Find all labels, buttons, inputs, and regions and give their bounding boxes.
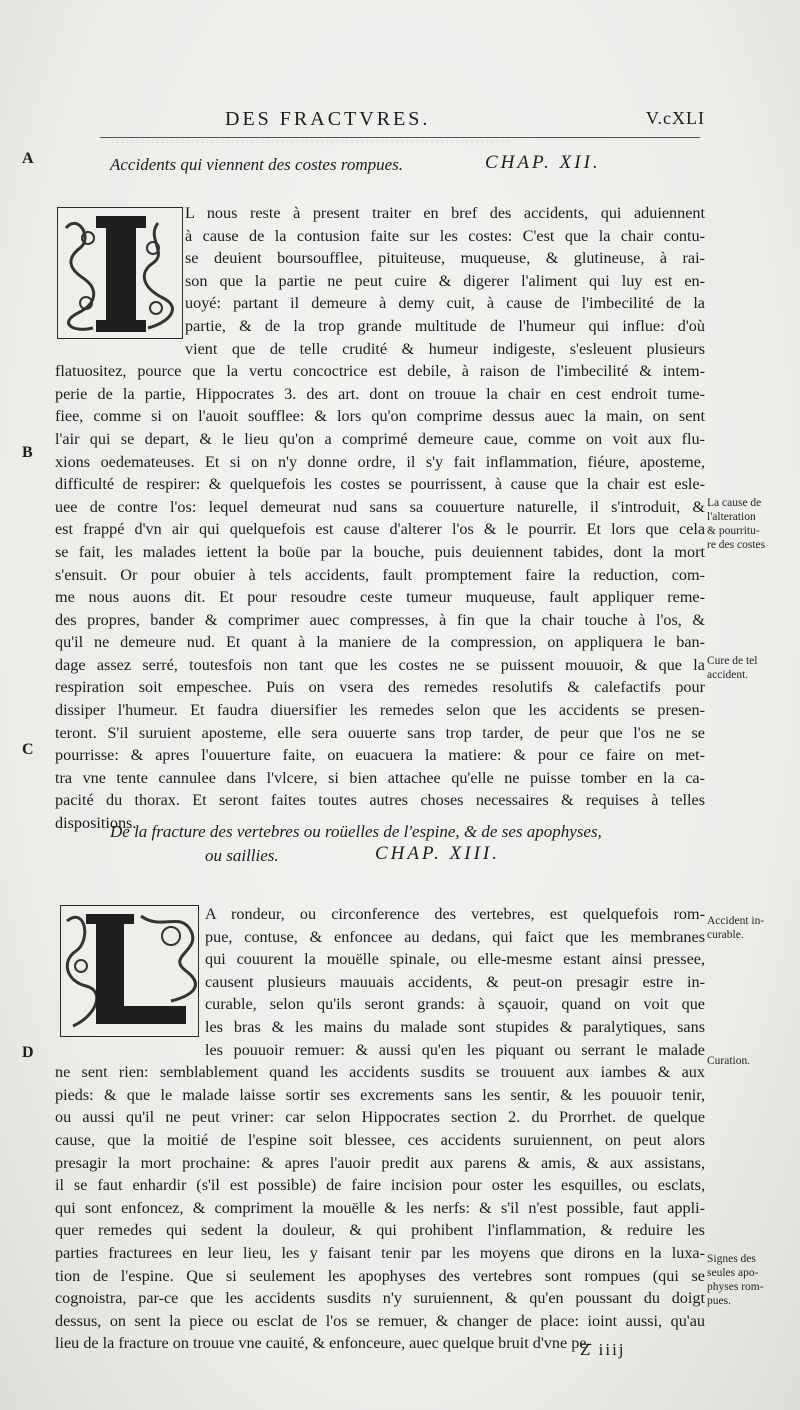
section-letter-d: D [22, 1044, 34, 1061]
chapter-12-heading [110, 152, 710, 175]
text-line: qu'il ne demeure nud. Et quant à la maniere de la compression, on appliquera le ban- [55, 633, 705, 652]
chapter-13-number: CHAP. XIII. [375, 843, 500, 864]
text-line: tion de l'espine. Que si seulement les apophyses des vertebres sont rompues (qui se [55, 1266, 705, 1285]
text-line: dispositions. [55, 814, 137, 833]
text-line: les bras & les mains du malade sont stupides & paralytiques, sans [205, 1017, 705, 1036]
chapter-13-title-line1: De la fracture des vertebres ou roüelles de l'espine, & de ses apophyses, [110, 822, 602, 841]
margin-note-line: Signes des [707, 1253, 756, 1265]
text-line: dissiper l'humeur. Et faudra diuersifier les remedes selon que les accidents se presen- [55, 701, 705, 720]
text-line: L nous reste à present traiter en bref des accidents, qui aduiennent [185, 204, 705, 222]
text-line: A rondeur, ou circonference des vertebres, est quelquefois rom- [205, 905, 705, 923]
text-line: qui couurent la mouëlle spinale, ou elle-mesme estant ainsi pressee, [205, 950, 705, 969]
text-line: tra vne tente cannulee dans l'vlcere, si bien attachee qu'elle ne puisse tomber en la ca- [55, 768, 705, 787]
margin-note-line: & pourritu- [707, 525, 760, 537]
text-line: curable, selon qu'ils seront grands: à sçauoir, quand on voit que [205, 995, 705, 1014]
margin-note-line: Accident in- [707, 915, 765, 927]
margin-note-line: accident. [707, 669, 749, 681]
running-head [225, 108, 705, 136]
text-line: s'ensuit. Or pour obuier à tels accidents, fault promptement faire la reduction, com- [55, 565, 705, 584]
text-line: flatuositez, pource que la vertu concoctrice est debile, à raison de l'imbecilité & intem- [55, 362, 705, 381]
text-line: pacité du thorax. Et seront faites toutes autres choses necessaires & requises à telles [55, 791, 705, 810]
text-line: est frappé d'vn air qui quelquefois est cause d'alterer l'os & le pourrir. Et lors que cela [55, 520, 705, 539]
text-line: il se faut enhardir (s'il est possible) de faire incision pour oster les esquilles, ou esclats, [55, 1176, 705, 1195]
text-line: à cause de la contusion faite sur les costes: C'est que la chair contu- [185, 226, 705, 245]
margin-note-incurable [707, 914, 797, 942]
margin-note-line: Cure de tel [707, 655, 758, 667]
text-line: des propres, bander & comprimer auec compresses, à fin que la chair touche à l'os, & [55, 610, 705, 629]
margin-note-line: La cause de [707, 497, 762, 509]
text-line: se fait, les malades iettent la boüe par la bouche, puis deuiennent tabides, dont la mort [55, 542, 705, 561]
margin-note-line: physes rom- [707, 1281, 764, 1293]
text-line: pourrisse: & apres l'ouuerture faite, on euacuera la matiere: & pour ce faire on met- [55, 746, 705, 765]
text-line: me nous auons dit. Et pour resoudre ceste tumeur muqueuse, fault appliquer reme- [55, 588, 705, 607]
text-line: ou aussi qu'il ne peut vriner: car selon Hippocrates section 2. du Prorrhet. de quelque [55, 1108, 705, 1127]
text-line: qui sont enfoncez, & compriment la mouëlle & les nerfs: & s'il n'est possible, faut appli- [55, 1198, 705, 1217]
text-line: difficulté de respirer: & quelquefois les costes se pourrissent, à cause que la chair est esle- [55, 475, 705, 494]
text-line: partie, & de la trop grande multitude de l'humeur qui influe: d'où [185, 316, 705, 335]
text-line: son que la partie ne peut cuire & digerer l'aliment qui luy est en- [185, 271, 705, 290]
chapter-13-heading-cont [205, 843, 800, 866]
text-line: pue, contuse, & enfoncee au dedans, qui faict que les membranes [205, 927, 705, 946]
text-line: cognoistra, par-ce que les accidents susdits n'y suruiennent, & qu'en poussant du doigt [55, 1289, 705, 1308]
text-line: se deuient boursoufflee, pituiteuse, muqueuse, & glutineuse, à rai- [185, 249, 705, 268]
show-through-text: ················································································ [110, 135, 510, 151]
text-line: respiration soit empeschee. Puis on vsera des remedes resolutifs & calefactifs pour [55, 678, 705, 697]
text-line: dessus, on sent la piece ou esclat de l'os se remuer, & changer de place: ioint aussi, qu'au [55, 1311, 705, 1330]
text-line: les pouuoir remuer: & aussi qu'en les piquant ou serrant le malade [205, 1040, 705, 1059]
margin-note-cure [707, 654, 797, 682]
signature-mark: Z iiij [580, 1340, 626, 1359]
chapter-13-heading [110, 822, 710, 842]
text-line: vient que de telle crudité & humeur indigeste, s'esleuent plusieurs [185, 339, 705, 358]
text-line: presagir la mort prochaine: & apres l'auoir predit aux parens & amis, & aux assistans, [55, 1153, 705, 1172]
margin-note-alteration [707, 496, 797, 552]
text-line: perie de la partie, Hippocrates 3. des art. dont on trouue la chair en cest endroit tume- [55, 384, 705, 403]
text-line: uoyé: partant il demeure à demy cuit, à cause de l'imbecilité de la [185, 294, 705, 313]
text-line: cause, que la moitié de l'espine soit blessee, ces accidents suruiennent, on peut alors [55, 1130, 705, 1149]
margin-note-line: l'alteration [707, 511, 756, 523]
margin-note-line: curable. [707, 929, 744, 941]
text-line: dage assez serré, toutesfois non tant que les costes ne se puissent mouuoir, & que la [55, 655, 705, 674]
running-title: DES FRACTVRES. [225, 108, 431, 130]
text-line: pieds: & que le malade laisse sortir ses excrements sans les sentir, & les pouuoir tenir, [55, 1085, 705, 1104]
head-rule [100, 137, 700, 138]
margin-note-apophyses [707, 1252, 797, 1308]
text-line: fiee, comme si on l'auoit soufflee: & lors qu'on comprime dessus auec la main, on sent [55, 407, 705, 426]
text-line: teront. S'il suruient aposteme, elle sera ouuerte sans trop tarder, de peur que l'os ne se [55, 723, 705, 742]
text-line: l'air qui se depart, & le lieu qu'on a comprimé demeure caue, comme on voit aux flu- [55, 429, 705, 448]
chapter-12-body [55, 202, 705, 835]
folio-number: V.cXLI [645, 108, 705, 128]
text-line: xions oedemateuses. Et si on n'y donne ordre, il s'y fait inflammation, fiéure, aposteme, [55, 452, 705, 471]
margin-note-line: pues. [707, 1295, 731, 1307]
chapter-12-title: Accidents qui viennent des costes rompues. [110, 155, 404, 174]
section-letter-a: A [22, 150, 34, 167]
chapter-13-title-line2: ou saillies. [205, 846, 279, 865]
margin-note-curation [707, 1054, 797, 1068]
chapter-12-number: CHAP. XII. [485, 152, 601, 173]
text-line: causent plusieurs mauuais accidents, & peut-on presagir estre in- [205, 972, 705, 991]
text-line: quer remedes qui sedent la douleur, & qui prohibent l'inflammation, & reduire les [55, 1221, 705, 1240]
text-line: uee de contre l'os: lequel demeurat nud sans sa couuerture naturelle, il s'introduit, & [55, 497, 705, 516]
margin-note-line: seules apo- [707, 1267, 759, 1279]
chapter-13-body [55, 903, 705, 1355]
section-letter-b: B [22, 444, 33, 461]
section-letter-c: C [22, 741, 34, 758]
margin-note-line: re des costes [707, 539, 766, 551]
text-line: parties fracturees en leur lieu, les y faisant tenir par les moyens que dirons en la luxa- [55, 1243, 705, 1262]
text-line: lieu de la fracture on trouue vne cauité, & enfonceure, auec quelque bruit d'vne pe- [55, 1334, 592, 1353]
margin-note-line: Curation. [707, 1055, 751, 1067]
text-line: ne sent rien: semblablement quand les accidents susdits se trouuent aux iambes & aux [55, 1063, 705, 1082]
